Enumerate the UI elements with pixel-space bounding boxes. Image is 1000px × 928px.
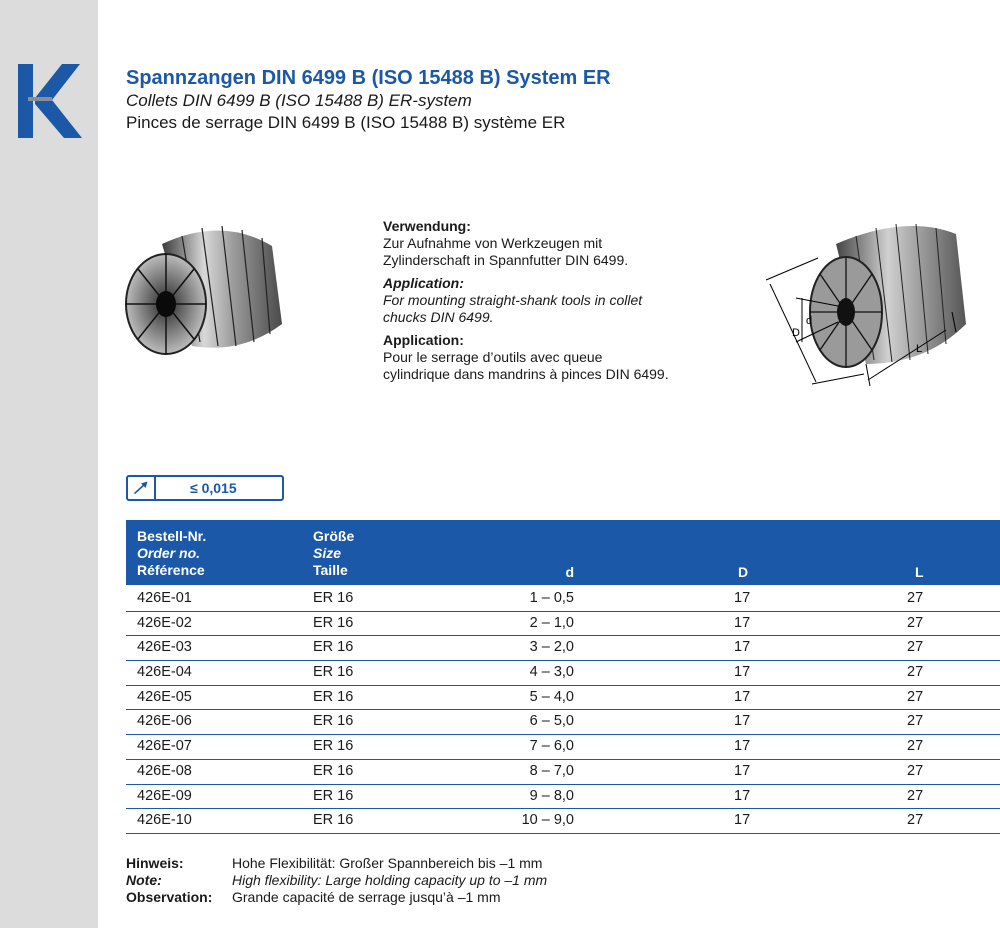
- header-size-de: Größe: [313, 528, 355, 544]
- runout-tolerance-box: [126, 475, 284, 501]
- cell-D: 17: [734, 664, 751, 681]
- cell-order: 426E-02: [137, 614, 192, 631]
- title-english: Collets DIN 6499 B (ISO 15488 B) ER-system: [126, 91, 472, 110]
- cell-D: 17: [734, 590, 751, 606]
- cell-size: ER 16: [313, 688, 354, 705]
- cell-d: 3 – 2,0: [529, 639, 574, 656]
- usage-text-fr-2: cylindrique dans mandrins à pinces DIN 6499.: [383, 366, 669, 382]
- runout-arrow-icon: [128, 477, 156, 499]
- table-body: [126, 587, 1000, 834]
- title-block: [126, 66, 611, 134]
- note-text-en: High flexibility: Large holding capacity up to –1 mm: [232, 872, 548, 888]
- header-L: L: [915, 564, 924, 580]
- header-size-en: Size: [313, 545, 342, 561]
- table-row: [126, 587, 1000, 612]
- cell-D: 17: [734, 787, 751, 804]
- runout-tolerance-value: ≤ 0,015: [190, 480, 237, 496]
- header-order-number: [137, 528, 206, 579]
- note-row-de: [126, 855, 726, 872]
- cell-L: 27: [907, 713, 924, 730]
- cell-D: 17: [734, 812, 751, 829]
- usage-text-en-2: chucks DIN 6499.: [383, 309, 494, 325]
- cell-L: 27: [907, 688, 924, 705]
- usage-heading-de: Verwendung:: [383, 218, 471, 234]
- cell-order: 426E-03: [137, 639, 192, 656]
- cell-size: ER 16: [313, 713, 354, 730]
- cell-d: 4 – 3,0: [529, 664, 574, 681]
- header-d: d: [565, 564, 574, 580]
- cell-order: 426E-01: [137, 590, 192, 606]
- cell-L: 27: [907, 812, 924, 829]
- cell-size: ER 16: [313, 738, 354, 755]
- table-row: [126, 760, 1000, 785]
- cell-order: 426E-08: [137, 762, 192, 779]
- header-D: D: [738, 564, 749, 580]
- cell-size: ER 16: [313, 639, 354, 656]
- cell-d: 6 – 5,0: [529, 713, 574, 730]
- cell-order: 426E-07: [137, 738, 192, 755]
- header-size-fr: Taille: [313, 562, 348, 578]
- cell-D: 17: [734, 713, 751, 730]
- usage-heading-en: Application:: [383, 275, 464, 291]
- note-label-de: Hinweis:: [126, 855, 184, 871]
- cell-D: 17: [734, 762, 751, 779]
- title-french: Pinces de serrage DIN 6499 B (ISO 15488 B) système ER: [126, 113, 566, 132]
- cell-size: ER 16: [313, 664, 354, 681]
- cell-d: 1 – 0,5: [529, 590, 574, 606]
- cell-D: 17: [734, 688, 751, 705]
- cell-size: ER 16: [313, 762, 354, 779]
- cell-size: ER 16: [313, 614, 354, 631]
- note-row-en: [126, 872, 726, 889]
- cell-order: 426E-04: [137, 664, 192, 681]
- cell-size: ER 16: [313, 812, 354, 829]
- header-order-fr: Référence: [137, 562, 205, 578]
- collet-photo: [122, 214, 292, 364]
- cell-d: 10 – 9,0: [521, 812, 574, 829]
- usage-text-fr-1: Pour le serrage d’outils avec queue: [383, 349, 603, 365]
- table-header: [126, 520, 1000, 585]
- cell-L: 27: [907, 787, 924, 804]
- cell-order: 426E-09: [137, 787, 192, 804]
- note-row-fr: [126, 889, 726, 906]
- table-row: [126, 612, 1000, 637]
- cell-L: 27: [907, 639, 924, 656]
- cell-D: 17: [734, 738, 751, 755]
- table-row: [126, 636, 1000, 661]
- table-row: [126, 785, 1000, 810]
- note-text-fr: Grande capacité de serrage jusqu’à –1 mm: [232, 889, 501, 905]
- cell-d: 5 – 4,0: [529, 688, 574, 705]
- notes-block: [126, 855, 726, 906]
- table-row: [126, 809, 1000, 834]
- header-size: [313, 528, 354, 579]
- cell-D: 17: [734, 614, 751, 631]
- cell-d: 2 – 1,0: [529, 614, 574, 631]
- cell-L: 27: [907, 614, 924, 631]
- usage-text-de-2: Zylinderschaft in Spannfutter DIN 6499.: [383, 252, 629, 268]
- note-text-de: Hohe Flexibilität: Großer Spannbereich bis –1 mm: [232, 855, 543, 871]
- left-sidebar: [0, 0, 98, 928]
- header-order-en: Order no.: [137, 545, 201, 561]
- cell-D: 17: [734, 639, 751, 656]
- cell-L: 27: [907, 590, 924, 606]
- usage-heading-fr: Application:: [383, 332, 464, 348]
- table-row: [126, 735, 1000, 760]
- collet-dimension-drawing: [756, 214, 1000, 394]
- cell-L: 27: [907, 762, 924, 779]
- table-row: [126, 710, 1000, 735]
- cell-d: 9 – 8,0: [529, 787, 574, 804]
- cell-d: 7 – 6,0: [529, 738, 574, 755]
- cell-size: ER 16: [313, 787, 354, 804]
- note-label-en: Note:: [126, 872, 162, 888]
- cell-order: 426E-05: [137, 688, 192, 705]
- cell-L: 27: [907, 664, 924, 681]
- drawing-label-L: L: [916, 343, 923, 355]
- drawing-label-D: D: [792, 327, 800, 339]
- table-row: [126, 661, 1000, 686]
- title-german: Spannzangen DIN 6499 B (ISO 15488 B) System ER: [126, 67, 611, 89]
- cell-order: 426E-06: [137, 713, 192, 730]
- usage-text-en-1: For mounting straight-shank tools in collet: [383, 292, 643, 308]
- note-label-fr: Observation:: [126, 889, 213, 905]
- drawing-label-d: d: [806, 315, 813, 327]
- usage-text-de-1: Zur Aufnahme von Werkzeugen mit: [383, 235, 603, 251]
- table-row: [126, 686, 1000, 711]
- cell-order: 426E-10: [137, 812, 192, 829]
- cell-L: 27: [907, 738, 924, 755]
- header-order-de: Bestell-Nr.: [137, 528, 207, 544]
- cell-size: ER 16: [313, 590, 354, 606]
- cell-d: 8 – 7,0: [529, 762, 574, 779]
- usage-description: [383, 218, 743, 383]
- k-logo-icon: [18, 64, 82, 138]
